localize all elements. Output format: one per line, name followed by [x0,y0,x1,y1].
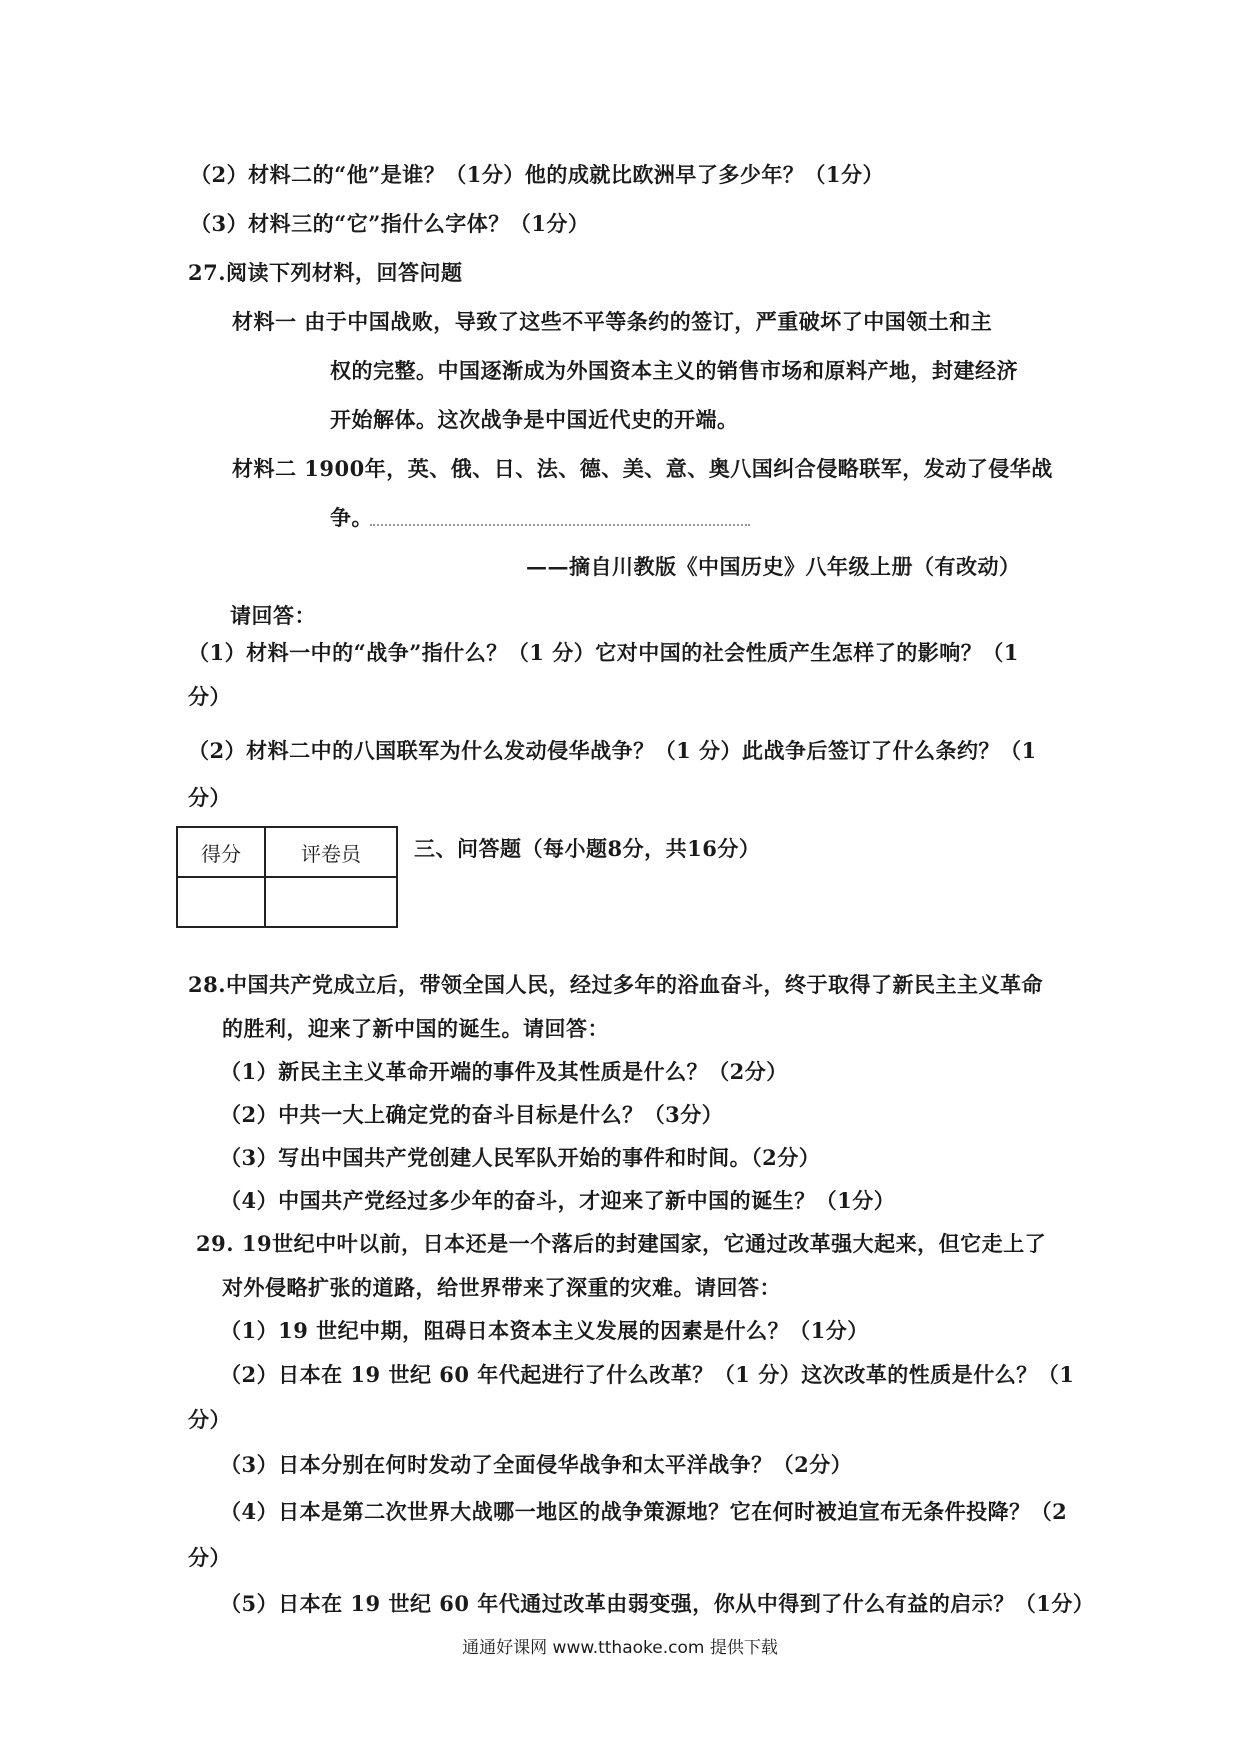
material-1-line-1: 材料一 由于中国战败，导致了这些不平等条约的签订，严重破坏了中国领土和主 [232,309,993,334]
q28-2: （2）中共一大上确定党的奋斗目标是什么？（3分） [220,1102,724,1127]
q28-4: （4）中国共产党经过多少年的奋斗，才迎来了新中国的诞生？（1分） [220,1188,896,1213]
footer: 通通好课网 www.tthaoke.com 提供下载 [462,1638,778,1658]
q28-line-1: 28.中国共产党成立后，带领全国人民，经过多年的浴血奋斗，终于取得了新民主主义革命 [188,972,1044,997]
q27-title: 27.阅读下列材料，回答问题 [188,260,463,285]
q29-4-line-2: 分） [188,1545,231,1570]
source-citation: ——摘自川教版《中国历史》八年级上册（有改动） [526,554,1021,579]
material-1-line-2: 权的完整。中国逐渐成为外国资本主义的销售市场和原料产地，封建经济 [330,358,1018,383]
q26-2: （2）材料二的“他”是谁？（1分）他的成就比欧洲早了多少年？（1分） [190,162,884,187]
q29-2-line-2: 分） [188,1407,231,1432]
q28-3: （3）写出中国共产党创建人民军队开始的事件和时间。（2分） [220,1145,821,1170]
q29-line-1: 29. 19世纪中叶以前，日本还是一个落后的封建国家，它通过改革强大起来，但它走上了 [196,1231,1047,1256]
q29-2-line-1: （2）日本在 19 世纪 60 年代起进行了什么改革？（1 分）这次改革的性质是什么？（1 [220,1362,1075,1387]
q29-3: （3）日本分别在何时发动了全面侵华战争和太平洋战争？（2分） [220,1452,853,1477]
score-table [176,826,398,928]
q28-line-2: 的胜利，迎来了新中国的诞生。请回答： [222,1016,609,1041]
q27-2-line-1: （2）材料二中的八国联军为什么发动侵华战争？（1 分）此战争后签订了什么条约？（1 [188,738,1037,763]
q29-line-2: 对外侵略扩张的道路，给世界带来了深重的灾难。请回答： [222,1275,781,1300]
section-3-heading: 三、问答题（每小题8分，共16分） [414,836,761,861]
grader-header: 评卷员 [265,827,397,877]
dotted-line [370,523,750,526]
q29-1: （1）19 世纪中期，阻碍日本资本主义发展的因素是什么？（1分） [220,1318,869,1343]
q26-3: （3）材料三的“它”指什么字体？（1分） [190,211,590,236]
material-2-line-1: 材料二 1900年，英、俄、日、法、德、美、意、奥八国纠合侵略联军，发动了侵华战 [232,456,1053,481]
q29-4-line-1: （4）日本是第二次世界大战哪一地区的战争策源地？它在何时被迫宣布无条件投降？（2 [220,1499,1068,1524]
q28-1: （1）新民主主义革命开端的事件及其性质是什么？（2分） [220,1059,788,1084]
material-1-line-3: 开始解体。这次战争是中国近代史的开端。 [330,407,739,432]
q27-1-line-1: （1）材料一中的“战争”指什么？（1 分）它对中国的社会性质产生怎样了的影响？（1 [188,640,1019,665]
q27-2-line-2: 分） [188,785,231,810]
score-header: 得分 [177,827,265,877]
q29-5: （5）日本在 19 世纪 60 年代通过改革由弱变强，你从中得到了什么有益的启示？（1分） [220,1591,1095,1616]
material-2-line-2: 争。 [330,505,373,530]
score-cell [177,877,265,927]
grader-cell [265,877,397,927]
please-answer: 请回答： [230,603,316,628]
q27-1-line-2: 分） [188,684,231,709]
